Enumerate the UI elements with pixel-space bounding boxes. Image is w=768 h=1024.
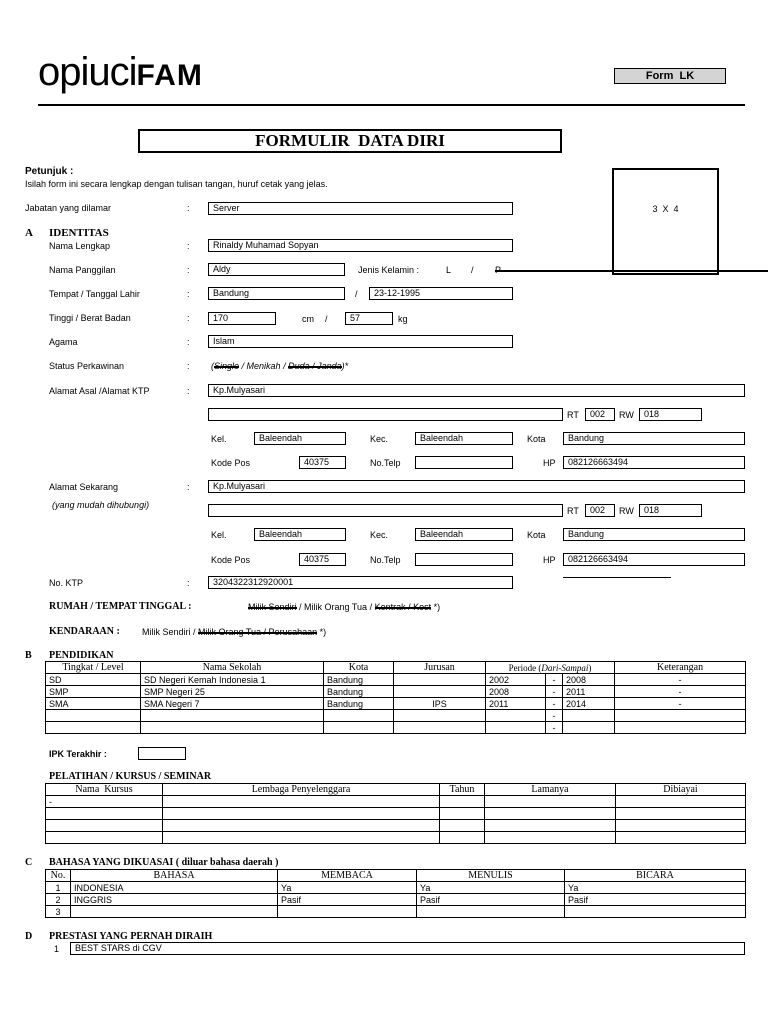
language-read[interactable]: Ya: [278, 882, 417, 894]
training-year[interactable]: [440, 832, 485, 844]
section-a-letter: A: [25, 227, 33, 239]
weight-field[interactable]: 57: [345, 312, 393, 325]
language-header-read: MEMBACA: [278, 870, 417, 882]
training-header-funded: Dibiayai: [616, 784, 746, 796]
current-hp-label: HP: [543, 555, 556, 565]
religion-field[interactable]: Islam: [208, 335, 513, 348]
language-read[interactable]: [278, 906, 417, 918]
training-funded[interactable]: [616, 808, 746, 820]
gender-option-l[interactable]: L: [446, 265, 452, 275]
origin-kec-label: Kec.: [370, 434, 389, 444]
position-field[interactable]: Server: [208, 202, 513, 215]
language-table: [45, 869, 746, 918]
instructions-text: Isilah form ini secara lengkap dengan tulisan tangan, huruf cetak yang jelas.: [25, 179, 328, 189]
training-duration[interactable]: [485, 820, 616, 832]
training-duration[interactable]: [485, 796, 616, 808]
education-header-major: Jurusan: [394, 662, 486, 674]
education-dash: -: [546, 674, 563, 686]
height-weight-separator: /: [325, 314, 328, 324]
education-to[interactable]: [563, 722, 615, 734]
full-name-label: Nama Lengkap: [49, 241, 111, 251]
vehicle-option-parents-company[interactable]: Milik Orang Tua / Perusahaan: [198, 627, 318, 637]
current-phone-field[interactable]: [415, 553, 513, 566]
logo-text-bold: FAM: [136, 59, 203, 92]
current-hp-field[interactable]: 082126663494: [563, 553, 745, 566]
education-level[interactable]: SMP: [46, 686, 141, 698]
education-dash: -: [546, 710, 563, 722]
language-header-speak: BICARA: [565, 870, 746, 882]
training-duration[interactable]: [485, 832, 616, 844]
training-header-year: Tahun: [440, 784, 485, 796]
gender-option-p[interactable]: P: [495, 265, 768, 275]
language-no: 2: [46, 894, 71, 906]
training-course[interactable]: [46, 820, 163, 832]
house-sep: /: [296, 602, 305, 612]
language-speak[interactable]: [565, 906, 746, 918]
education-major[interactable]: [394, 674, 486, 686]
origin-hp-label: HP: [543, 458, 556, 468]
current-kec-label: Kec.: [370, 530, 389, 540]
marital-open: (: [211, 361, 214, 371]
birth-date-field[interactable]: 23-12-1995: [369, 287, 513, 300]
weight-unit: kg: [398, 314, 408, 324]
language-header-row: [46, 870, 746, 882]
education-to[interactable]: 2011: [563, 686, 615, 698]
gender-separator: /: [471, 265, 474, 275]
photo-box[interactable]: [612, 168, 719, 275]
achievement-field[interactable]: BEST STARS di CGV: [70, 942, 745, 955]
table-row: [46, 722, 746, 734]
education-school[interactable]: SD Negeri Kemah Indonesia 1: [141, 674, 324, 686]
height-unit: cm: [302, 314, 314, 324]
table-row: [46, 686, 746, 698]
birth-label: Tempat / Tanggal Lahir: [49, 289, 140, 299]
training-course[interactable]: -: [46, 796, 163, 808]
origin-phone-field[interactable]: [415, 456, 513, 469]
training-funded[interactable]: [616, 796, 746, 808]
education-to[interactable]: [563, 710, 615, 722]
marital-option-widowed[interactable]: Duda / Janda: [288, 361, 342, 371]
current-kel-label: Kel.: [211, 530, 227, 540]
section-c-title: BAHASA YANG DIKUASAI ( diluar bahasa daerah ): [49, 857, 279, 868]
house-sep: /: [367, 602, 375, 612]
colon: :: [187, 313, 190, 323]
colon: :: [187, 482, 190, 492]
height-weight-label: Tinggi / Berat Badan: [49, 313, 131, 323]
house-options: [248, 602, 440, 612]
vehicle-sep: /: [190, 627, 199, 637]
training-year[interactable]: [440, 796, 485, 808]
education-dash: -: [546, 722, 563, 734]
training-funded[interactable]: [616, 820, 746, 832]
training-year[interactable]: [440, 808, 485, 820]
section-d-letter: D: [25, 931, 33, 942]
birth-separator: /: [355, 289, 358, 299]
achievement-no: 1: [54, 944, 60, 954]
page-title: FORMULIR DATA DIRI: [138, 129, 562, 153]
language-write[interactable]: Pasif: [417, 894, 565, 906]
education-from[interactable]: [486, 710, 546, 722]
origin-address-label: Alamat Asal /Alamat KTP: [49, 386, 150, 396]
language-speak[interactable]: Ya: [565, 882, 746, 894]
education-major[interactable]: [394, 686, 486, 698]
language-write[interactable]: Ya: [417, 882, 565, 894]
table-row: [46, 796, 746, 808]
photo-size-label: 3 X 4: [652, 204, 679, 214]
origin-rw-field[interactable]: 018: [639, 408, 702, 421]
education-header-school: Nama Sekolah: [141, 662, 324, 674]
training-organizer[interactable]: [163, 832, 440, 844]
education-from[interactable]: 2008: [486, 686, 546, 698]
language-header-no: No.: [46, 870, 71, 882]
education-school[interactable]: SMA Negeri 7: [141, 698, 324, 710]
position-label: Jabatan yang dilamar: [25, 203, 112, 213]
education-major[interactable]: [394, 722, 486, 734]
training-header-course: Nama Kursus: [46, 784, 163, 796]
education-level[interactable]: [46, 710, 141, 722]
training-header-duration: Lamanya: [485, 784, 616, 796]
marital-option-single[interactable]: Single: [214, 361, 240, 371]
education-level[interactable]: [46, 722, 141, 734]
current-address-line2[interactable]: [208, 504, 563, 517]
table-row: [46, 710, 746, 722]
marital-sep: /: [280, 361, 289, 371]
vehicle-option-own[interactable]: Milik Sendiri: [142, 627, 191, 637]
training-course[interactable]: [46, 832, 163, 844]
education-table: [45, 661, 746, 734]
height-field[interactable]: 170: [208, 312, 276, 325]
vehicle-label: KENDARAAN :: [49, 626, 120, 637]
education-major[interactable]: [394, 710, 486, 722]
section-c-letter: C: [25, 857, 33, 868]
origin-city-label: Kota: [527, 434, 546, 444]
full-name-field[interactable]: Rinaldy Muhamad Sopyan: [208, 239, 513, 252]
training-organizer[interactable]: [163, 796, 440, 808]
origin-zip-field[interactable]: 40375: [299, 456, 346, 469]
current-address-label: Alamat Sekarang: [49, 482, 119, 492]
current-rw-label: RW: [619, 506, 634, 516]
house-option-own[interactable]: Milik Sendiri: [248, 602, 297, 612]
origin-hp-field[interactable]: 082126663494: [563, 456, 745, 469]
house-label: RUMAH / TEMPAT TINGGAL :: [49, 601, 192, 612]
colon: :: [187, 241, 190, 251]
current-city-field[interactable]: Bandung: [563, 528, 745, 541]
language-no: 3: [46, 906, 71, 918]
education-city[interactable]: [324, 722, 394, 734]
colon: :: [187, 289, 190, 299]
table-row: [46, 832, 746, 844]
instructions-heading: Petunjuk :: [25, 166, 74, 177]
language-header-write: MENULIS: [417, 870, 565, 882]
logo-text-light: opiuci: [38, 50, 137, 94]
current-rt-field[interactable]: 002: [585, 504, 615, 517]
education-city[interactable]: Bandung: [324, 674, 394, 686]
language-name[interactable]: INGGRIS: [71, 894, 278, 906]
form-code-badge: Form LK: [614, 68, 726, 84]
language-write[interactable]: [417, 906, 565, 918]
education-header-city: Kota: [324, 662, 394, 674]
training-course[interactable]: [46, 808, 163, 820]
house-option-rent[interactable]: Kontrak / Kost: [374, 602, 432, 612]
vehicle-options: [142, 627, 326, 637]
education-city[interactable]: Bandung: [324, 698, 394, 710]
education-city[interactable]: [324, 710, 394, 722]
current-rw-field[interactable]: 018: [639, 504, 702, 517]
table-row: [46, 808, 746, 820]
language-header-language: BAHASA: [71, 870, 278, 882]
origin-phone-label: No.Telp: [370, 458, 401, 468]
gpa-field[interactable]: [138, 747, 186, 760]
origin-rt-label: RT: [567, 410, 579, 420]
education-level[interactable]: SD: [46, 674, 141, 686]
current-phone-label: No.Telp: [370, 555, 401, 565]
origin-kec-field[interactable]: Baleendah: [415, 432, 513, 445]
table-row: [46, 674, 746, 686]
origin-rt-field[interactable]: 002: [585, 408, 615, 421]
header-rule: [38, 104, 745, 106]
education-from[interactable]: [486, 722, 546, 734]
education-dash: -: [546, 698, 563, 710]
current-kel-field[interactable]: Baleendah: [254, 528, 346, 541]
section-d-title: PRESTASI YANG PERNAH DIRAIH: [49, 931, 213, 942]
colon: :: [187, 337, 190, 347]
table-row: [46, 698, 746, 710]
vehicle-close: *): [317, 627, 327, 637]
ktp-field[interactable]: 3204322312920001: [208, 576, 513, 589]
company-logo: [38, 52, 203, 96]
training-duration[interactable]: [485, 808, 616, 820]
current-zip-field[interactable]: 40375: [299, 553, 346, 566]
education-school[interactable]: SMP Negeri 25: [141, 686, 324, 698]
education-notes[interactable]: -: [615, 674, 746, 686]
colon: :: [187, 361, 190, 371]
current-address-line1[interactable]: Kp.Mulyasari: [208, 480, 745, 493]
current-address-note: (yang mudah dihubungi): [52, 500, 150, 510]
current-rt-label: RT: [567, 506, 579, 516]
current-kec-field[interactable]: Baleendah: [415, 528, 513, 541]
current-zip-label: Kode Pos: [211, 555, 251, 565]
education-header-level: Tingkat / Level: [46, 662, 141, 674]
origin-address-line2[interactable]: [208, 408, 563, 421]
origin-kel-field[interactable]: Baleendah: [254, 432, 346, 445]
nickname-field[interactable]: Aldy: [208, 263, 345, 276]
colon: :: [187, 203, 190, 213]
education-to[interactable]: 2014: [563, 698, 615, 710]
signature-line: [563, 577, 671, 578]
origin-zip-label: Kode Pos: [211, 458, 251, 468]
gender-label: Jenis Kelamin :: [358, 265, 420, 275]
origin-city-field[interactable]: Bandung: [563, 432, 745, 445]
training-organizer[interactable]: [163, 808, 440, 820]
period-close: ): [588, 662, 592, 673]
table-row: [46, 820, 746, 832]
marital-sep: /: [239, 361, 247, 371]
education-level[interactable]: SMA: [46, 698, 141, 710]
education-dash: -: [546, 686, 563, 698]
education-header-period: [486, 662, 615, 674]
language-speak[interactable]: Pasif: [565, 894, 746, 906]
marital-option-married[interactable]: Menikah: [246, 361, 281, 371]
ktp-label: No. KTP: [49, 578, 84, 588]
education-school[interactable]: [141, 710, 324, 722]
house-close: *): [431, 602, 441, 612]
education-from[interactable]: 2002: [486, 674, 546, 686]
language-read[interactable]: Pasif: [278, 894, 417, 906]
training-title: PELATIHAN / KURSUS / SEMINAR: [49, 771, 212, 782]
education-major[interactable]: IPS: [394, 698, 486, 710]
education-notes[interactable]: -: [615, 698, 746, 710]
education-to[interactable]: 2008: [563, 674, 615, 686]
origin-address-line1[interactable]: Kp.Mulyasari: [208, 384, 745, 397]
marital-close: )*: [341, 361, 349, 371]
nickname-label: Nama Panggilan: [49, 265, 116, 275]
birth-place-field[interactable]: Bandung: [208, 287, 345, 300]
training-organizer[interactable]: [163, 820, 440, 832]
language-name[interactable]: [71, 906, 278, 918]
colon: :: [187, 578, 190, 588]
period-label: Periode (: [508, 662, 542, 673]
education-header-row: [46, 662, 746, 674]
education-notes[interactable]: [615, 722, 746, 734]
training-header-organizer: Lembaga Penyelenggara: [163, 784, 440, 796]
education-header-notes: Keterangan: [615, 662, 746, 674]
education-from[interactable]: 2011: [486, 698, 546, 710]
religion-label: Agama: [49, 337, 78, 347]
education-school[interactable]: [141, 722, 324, 734]
language-name[interactable]: INDONESIA: [71, 882, 278, 894]
marital-options: [211, 361, 348, 371]
marital-label: Status Perkawinan: [49, 361, 125, 371]
table-row: [46, 882, 746, 894]
training-year[interactable]: [440, 820, 485, 832]
training-header-row: [46, 784, 746, 796]
education-notes[interactable]: -: [615, 686, 746, 698]
origin-kel-label: Kel.: [211, 434, 227, 444]
house-option-parents[interactable]: Milik Orang Tua: [304, 602, 368, 612]
section-b-letter: B: [25, 650, 32, 661]
period-range: Dari-Sampai: [541, 662, 589, 673]
section-b-title: PENDIDIKAN: [49, 650, 114, 661]
table-row: [46, 906, 746, 918]
training-funded[interactable]: [616, 832, 746, 844]
education-city[interactable]: Bandung: [324, 686, 394, 698]
language-no: 1: [46, 882, 71, 894]
gpa-label: IPK Terakhir :: [49, 749, 107, 759]
origin-rw-label: RW: [619, 410, 634, 420]
training-table: [45, 783, 746, 844]
section-a-title: IDENTITAS: [49, 227, 109, 239]
colon: :: [187, 386, 190, 396]
colon: :: [187, 265, 190, 275]
education-notes[interactable]: [615, 710, 746, 722]
current-city-label: Kota: [527, 530, 546, 540]
table-row: [46, 894, 746, 906]
